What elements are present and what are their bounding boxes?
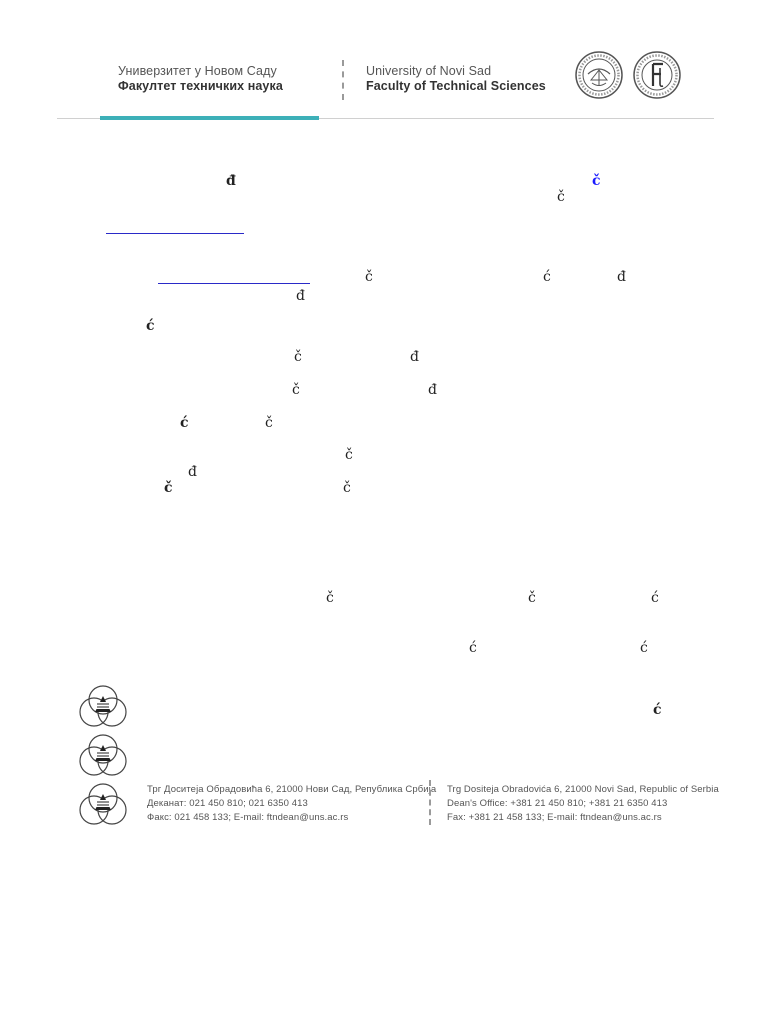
letterhead-header [0, 0, 768, 120]
footer-address-english: Trg Dositeja Obradovića 6, 21000 Novi Sad, Republic of Serbia [447, 784, 719, 795]
char-fragment: ć [653, 702, 662, 718]
char-fragment: ć [651, 590, 659, 606]
char-fragment: đ [226, 173, 236, 189]
char-fragment: đ [188, 464, 197, 480]
university-name-english: University of Novi Sad [366, 64, 492, 78]
char-fragment: ć [180, 415, 189, 431]
faculty-name-serbian: Факултет техничких наука [118, 79, 283, 93]
faculty-name-english: Faculty of Technical Sciences [366, 79, 546, 93]
char-fragment: đ [617, 269, 626, 285]
char-fragment: ć [543, 269, 551, 285]
header-accent-bar [100, 116, 319, 120]
footer-fax-email-english: Fax: +381 21 458 133; E-mail: ftndean@uns.ac.rs [447, 812, 662, 823]
hyperlink-underline[interactable] [158, 283, 310, 284]
iso-18001-certification-icon [78, 780, 128, 826]
footer-phone-english: Dean's Office: +381 21 450 810; +381 21 6350 413 [447, 798, 668, 809]
char-fragment: đ [410, 349, 419, 365]
university-seal-icon [574, 50, 624, 100]
char-fragment: č [265, 415, 273, 431]
footer-divider [429, 780, 433, 825]
char-fragment-highlighted: č [592, 173, 601, 189]
char-fragment: đ [296, 288, 305, 304]
char-fragment: ć [146, 318, 155, 334]
char-fragment: č [292, 382, 300, 398]
char-fragment: č [528, 590, 536, 606]
university-name-serbian: Универзитет у Новом Саду [118, 64, 277, 78]
footer-address-serbian: Трг Доситеја Обрадовића 6, 21000 Нови Сад, Република Србија [147, 784, 437, 795]
iso-14001-certification-icon [78, 731, 128, 777]
iso-9001-certification-icon [78, 682, 128, 728]
char-fragment: č [345, 447, 353, 463]
faculty-seal-icon [632, 50, 682, 100]
char-fragment: ć [640, 640, 648, 656]
header-divider [342, 60, 346, 100]
char-fragment: č [557, 189, 565, 205]
footer-phone-serbian: Деканат: 021 450 810; 021 6350 413 [147, 798, 308, 809]
footer-fax-email-serbian: Факс: 021 458 133; E-mail: ftndean@uns.ac.rs [147, 812, 349, 823]
char-fragment: đ [428, 382, 437, 398]
hyperlink-underline[interactable] [106, 233, 244, 234]
char-fragment: ć [469, 640, 477, 656]
char-fragment: č [365, 269, 373, 285]
char-fragment: č [343, 480, 351, 496]
char-fragment: č [164, 480, 173, 496]
char-fragment: č [326, 590, 334, 606]
char-fragment: č [294, 349, 302, 365]
